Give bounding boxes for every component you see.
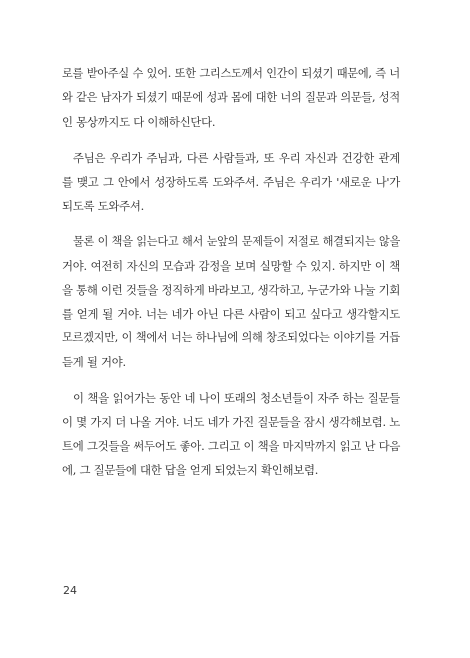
text-line: 듣게 될 거야.: [62, 355, 126, 369]
text-line: 와 같은 남자가 되셨기 때문에 성과 몸에 대한 너의 질문과 의문들, 성적: [62, 91, 400, 104]
text-line: 로를 받아주실 수 있어. 또한 그리스도께서 인간이 되셨기 때문에, 즉 너: [62, 67, 400, 80]
text-line: 에, 그 질문들에 대한 답을 얻게 되었는지 확인해보렴.: [62, 463, 319, 477]
text-line: 트에 그것들을 써두어도 좋아. 그리고 이 책을 마지막까지 읽고 난 다음: [62, 439, 401, 453]
text-line: 이 몇 가지 더 나올 거야. 너도 네가 가진 질문들을 잠시 생각해보렴. 노: [62, 415, 400, 429]
text-line: 인 몽상까지도 다 이해하신단다.: [62, 115, 216, 129]
text-line: 를 얻게 될 거야. 너는 네가 아닌 다른 사람이 되고 싶다고 생각할지도: [62, 307, 400, 321]
body-text: [62, 62, 400, 494]
text-line: 이 책을 읽어가는 동안 네 나이 또래의 청소년들이 자주 하는 질문들: [73, 391, 400, 405]
paragraph-2: [62, 146, 400, 218]
paragraph-1: [62, 62, 400, 134]
text-line: 모르겠지만, 이 책에서 너는 하나님에 의해 창조되었다는 이야기를 거듭: [62, 331, 400, 344]
page-number: 24: [63, 584, 77, 597]
text-line: 을 통해 이런 것들을 정직하게 바라보고, 생각하고, 누군가와 나눌 기회: [62, 283, 401, 297]
paragraph-4: [62, 386, 400, 482]
paragraph-3: [62, 230, 400, 374]
text-line: 거야. 여전히 자신의 모습과 감정을 보며 실망할 수 있지. 하지만 이 책: [62, 259, 400, 273]
text-line: 주님은 우리가 주님과, 다른 사람들과, 또 우리 자신과 건강한 관계: [73, 151, 400, 165]
text-line: 되도록 도와주셔.: [62, 199, 145, 213]
text-line: 를 맺고 그 안에서 성장하도록 도와주셔. 주님은 우리가 '새로운 나'가: [62, 175, 400, 189]
text-line: 물론 이 책을 읽는다고 해서 눈앞의 문제들이 저절로 해결되지는 않을: [73, 235, 400, 248]
